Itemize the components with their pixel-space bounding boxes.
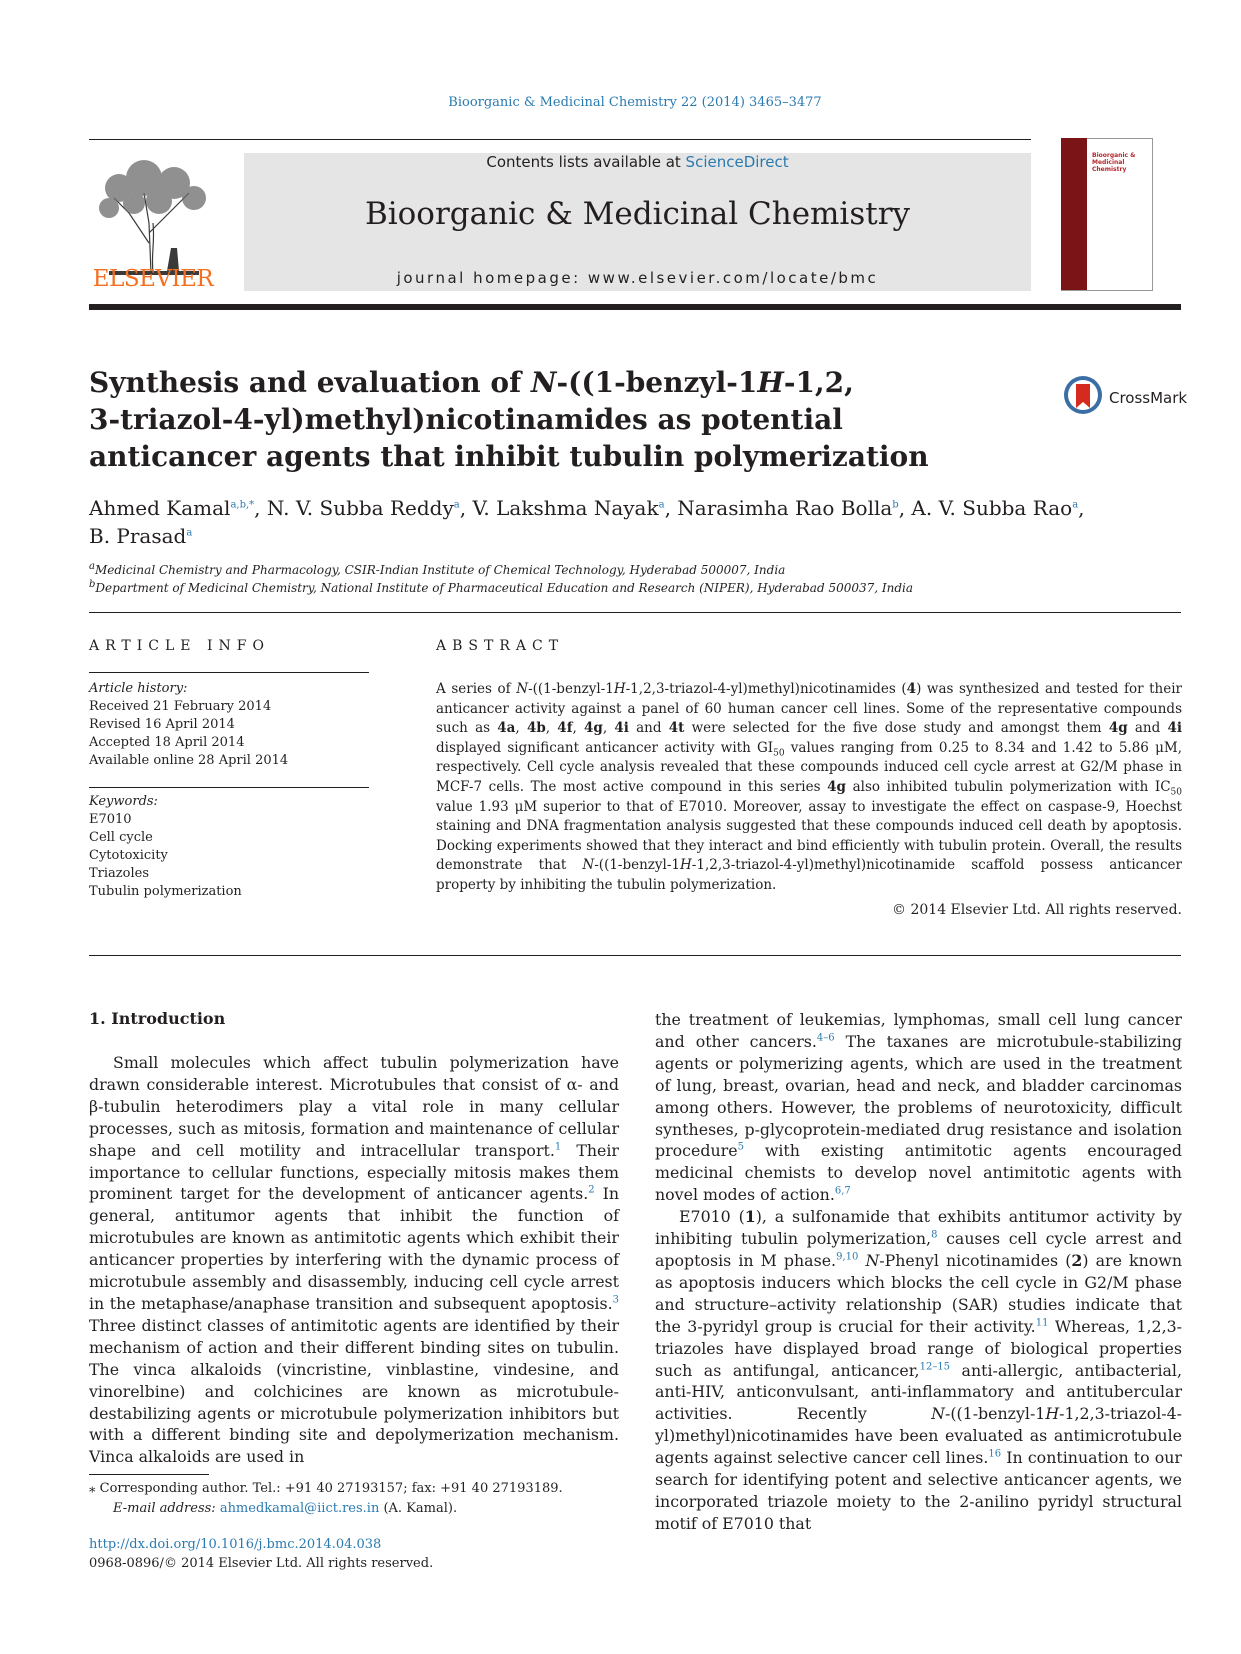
history-item: Received 21 February 2014	[89, 699, 272, 714]
author-affiliation-mark[interactable]: a	[186, 527, 193, 539]
intro-paragraph: Small molecules which affect tubulin polymerization have drawn considerable interest. Microtubules that consist of α- and β-tubulin heterodimers play a vital role in many cellular processes, such as mitosis, formation and maintenance of cellular shape and cell motility and intracellular transport.$^1$ Their importance to cellular functions, especially mitosis makes them prominent target for the development of anticancer agents.$^2$ In general, antitumor agents that inhibit the function of microtubules are known as antimitotic agents which exhibit their anticancer properties by interfering with the dynamic process of microtubule assembly and disassembly, inducing cell cycle arrest in the metaphase/anaphase transition and subsequent apoptosis.$^3$ Three distinct classes of antimitotic agents are identified by their mechanism of action and their different binding sites on tubulin. The vinca alkaloids (vincristine, vinblastine, vindesine, and vinorelbine) and colchicines are known as microtubule-destabilizing agents or microtubule polymerization inhibitors but with a different binding site and depolymerization mechanism. Vinca alkaloids are used in	[89, 1053, 619, 1467]
info-rule	[89, 672, 369, 673]
journal-name: Bioorganic & Medicinal Chemistry	[364, 196, 911, 232]
author-affiliation-mark[interactable]: a	[658, 499, 665, 511]
abstract-text: A series of N-((1-benzyl-1H-1,2,3-triazol-4-yl)methyl)nicotinamides (4) was synthesized and tested for their anticancer activity against a panel of 60 human cancer cell lines. Some of the representative compounds such as 4a, 4b, 4f, 4g, 4i and 4t were selected for the five dose study and amongst them 4g and 4i displayed significant anticancer activity with $GI_{50}$ values ranging from 0.25 to 8.34 and 1.42 to 5.86 μM, respectively. Cell cycle analysis revealed that these compounds induced cell cycle arrest at G2/M phase in MCF-7 cells. The most active compound in this series 4g also inhibited tubulin polymerization with $IC_{50}$ value 1.93 μM superior to that of E7010. Moreover, assay to investigate the effect on caspase-9, Hoechst staining and DNA fragmentation analysis suggested that these compounds induced cell death by apoptosis. Docking experiments showed that they interact and bind efficiently with tubulin protein. Overall, the results demonstrate that N-((1-benzyl-1H-1,2,3-triazol-4-yl)methyl)nicotinamide scaffold possess anticancer property by inhibiting the tubulin polymerization.	[436, 681, 1182, 893]
reference-link[interactable]: 9,10	[836, 1251, 859, 1263]
author-list: Ahmed Kamal$^{a,b,*}$, N. V. Subba Reddy$^a$, V. Lakshma Nayak$^a$, Narasimha Rao Bolla$^b$, A. V. Subba Rao$^a$, B. Prasad$^a$	[89, 496, 1085, 548]
article-title: Synthesis and evaluation of N-((1-benzyl-1H-1,2, 3-triazol-4-yl)methyl)nicotinamides as potential anticancer agents that inhibit tubulin polymerization	[89, 366, 929, 473]
intro-column-right	[655, 1009, 1182, 1535]
crossmark-label[interactable]: CrossMark	[1109, 389, 1188, 407]
keyword-item: Triazoles	[89, 866, 149, 881]
abstract-heading: ABSTRACT	[436, 638, 565, 654]
issn-line: 0968-0896/© 2014 Elsevier Ltd. All rights reserved.	[89, 1556, 434, 1571]
author-affiliation-mark[interactable]: a	[1072, 499, 1079, 511]
info-rule	[89, 787, 369, 788]
article-history: Article history: Received 21 February 2014 Revised 16 April 2014 Accepted 18 April 2014 Available online 28 April 2014	[89, 680, 369, 770]
article-info-heading: ARTICLE INFO	[89, 638, 270, 654]
header-thick-rule	[89, 304, 1181, 310]
section-rule	[89, 955, 1181, 956]
sciencedirect-link[interactable]: ScienceDirect	[685, 153, 789, 171]
reference-link[interactable]: 2	[588, 1185, 595, 1197]
abstract-copyright: © 2014 Elsevier Ltd. All rights reserved.	[892, 902, 1182, 918]
intro-paragraph: E7010 (1), a sulfonamide that exhibits antitumor activity by inhibiting tubulin polymerization,$^8$ causes cell cycle arrest and apoptosis in M phase.$^{9,10}$ N-Phenyl nicotinamides (2) are known as apoptosis inducers which blocks the cell cycle in G2/M phase and structure–activity relationship (SAR) studies indicate that the 3-pyridyl group is crucial for their activity.$^{11}$ Whereas, 1,2,3-triazoles have displayed broad range of biological properties such as antifungal, anticancer,$^{12-15}$ anti-allergic, antibacterial, anti-HIV, anticonvulsant, anti-inflammatory and antitubercular activities. Recently N-((1-benzyl-1H-1,2,3-triazol-4-yl)methyl)nicotinamides have been evaluated as antimicrotubule agents against selective cancer cell lines.$^{16}$ In continuation to our search for identifying potent and selective anticancer agents, we incorporated triazole moiety to the 2-anilino pyridyl structural motif of E7010 that	[655, 1207, 1183, 1533]
author-name[interactable]: B. Prasad	[89, 524, 187, 548]
reference-link[interactable]: 3	[612, 1294, 619, 1306]
affiliation-a: $^a$Medicinal Chemistry and Pharmacology, CSIR-Indian Institute of Chemical Technology, Hyderabad 500007, India	[89, 561, 786, 577]
reference-link[interactable]: 1	[554, 1141, 562, 1153]
cover-title: Bioorganic & Medicinal Chemistry	[1092, 152, 1136, 173]
reference-link[interactable]: 5	[737, 1142, 744, 1154]
contents-line	[244, 153, 1031, 171]
keyword-item: E7010	[89, 812, 132, 827]
history-item: Revised 16 April 2014	[89, 717, 235, 732]
reference-link[interactable]: 16	[988, 1448, 1002, 1460]
author-name[interactable]: Ahmed Kamal	[89, 496, 231, 520]
intro-paragraph: the treatment of leukemias, lymphomas, small cell lung cancer and other cancers.$^{4-6}$ The taxanes are microtubule-stabilizing agents or polymerizing agents, which are used in the treatment of lung, breast, ovarian, head and neck, and bladder carcinomas among others. However, the problems of neurotoxicity, difficult syntheses, p-glycoprotein-mediated drug resistance and isolation procedure$^5$ with existing antimitotic agents encouraged medicinal chemists to develop novel antimitotic agents with novel modes of action.$^{6,7}$	[655, 1010, 1182, 1205]
keyword-item: Cytotoxicity	[89, 848, 168, 863]
author-name[interactable]: Narasimha Rao Bolla	[677, 496, 893, 520]
crossmark-icon[interactable]	[1063, 375, 1103, 415]
author-affiliation-mark[interactable]: a,b,*	[230, 499, 255, 511]
email-link[interactable]: ahmedkamal@iict.res.in	[219, 1501, 380, 1516]
corresponding-author-footnote: ⁎ Corresponding author. Tel.: +91 40 27193157; fax: +91 40 27193189. E-mail address: ahmedkamal@iict.res.in (A. Kamal).	[89, 1481, 563, 1516]
intro-column-left	[89, 1052, 619, 1468]
reference-link[interactable]: 8	[931, 1229, 938, 1241]
keyword-item: Tubulin polymerization	[89, 884, 242, 899]
affiliation-b: $^b$Department of Medicinal Chemistry, National Institute of Pharmaceutical Education and Research (NIPER), Hyderabad 500037, India	[89, 579, 914, 595]
history-item: Available online 28 April 2014	[89, 753, 289, 768]
author-affiliation-mark[interactable]: b	[892, 499, 899, 511]
reference-link[interactable]: 11	[1035, 1317, 1049, 1329]
reference-link[interactable]: 12–15	[919, 1361, 951, 1373]
author-name[interactable]: N. V. Subba Reddy	[266, 496, 454, 520]
author-name[interactable]: A. V. Subba Rao	[911, 496, 1073, 520]
reference-link[interactable]: 4–6	[816, 1032, 835, 1044]
author-affiliation-mark[interactable]: a	[453, 499, 460, 511]
journal-citation-link[interactable]: Bioorganic & Medicinal Chemistry 22 (2014) 3465–3477	[448, 95, 822, 110]
reference-link[interactable]: 6,7	[834, 1185, 851, 1197]
section-rule	[89, 612, 1181, 613]
keyword-item: Cell cycle	[89, 830, 153, 845]
affiliations	[89, 561, 1189, 597]
journal-homepage[interactable]: journal homepage: www.elsevier.com/locate/bmc	[396, 269, 879, 287]
history-item: Accepted 18 April 2014	[89, 735, 245, 750]
author-name[interactable]: V. Lakshma Nayak	[472, 496, 659, 520]
header-rule	[89, 139, 1031, 140]
cover-strip	[1061, 138, 1087, 290]
keywords: Keywords: E7010 Cell cycle Cytotoxicity Triazoles Tubulin polymerization	[89, 793, 369, 901]
doi-link[interactable]: http://dx.doi.org/10.1016/j.bmc.2014.04.038	[89, 1537, 382, 1552]
elsevier-logo-text: ELSEVIER	[92, 266, 214, 292]
intro-heading: 1. Introduction	[89, 1009, 226, 1028]
footnote-rule	[89, 1474, 209, 1475]
contents-prefix: Contents lists available at	[486, 153, 686, 171]
